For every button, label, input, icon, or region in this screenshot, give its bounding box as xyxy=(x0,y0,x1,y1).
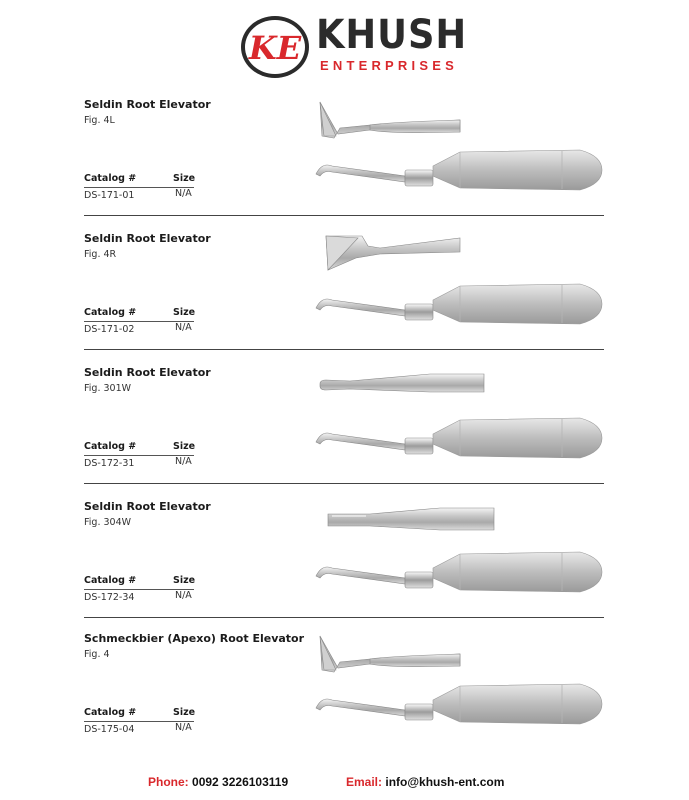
size-header: Size xyxy=(173,307,196,318)
section-divider xyxy=(84,349,604,350)
catalog-number: DS-175-04 xyxy=(84,724,135,735)
email-address[interactable]: info@khush-ent.com xyxy=(385,775,505,789)
size-header: Size xyxy=(173,575,196,586)
elevator-handle-icon xyxy=(310,144,610,194)
product-block xyxy=(0,232,689,366)
elevator-handle-icon xyxy=(310,678,610,728)
section-divider xyxy=(84,617,604,618)
brand-subtitle: ENTERPRISES xyxy=(320,58,458,73)
catalog-header: Catalog # xyxy=(84,173,137,184)
product-fig: Fig. 304W xyxy=(84,517,132,528)
wide-straight-blade-icon xyxy=(310,500,520,542)
narrow-straight-blade-icon xyxy=(310,366,520,408)
size-header: Size xyxy=(173,707,196,718)
size-header: Size xyxy=(173,441,196,452)
phone-line xyxy=(148,775,288,789)
product-fig: Fig. 301W xyxy=(84,383,132,394)
product-title: Schmeckbier (Apexo) Root Elevator xyxy=(84,632,305,645)
elevator-handle-icon xyxy=(310,546,610,596)
elevator-handle-icon xyxy=(310,278,610,328)
catalog-number: DS-171-01 xyxy=(84,190,135,201)
product-title: Seldin Root Elevator xyxy=(84,366,211,379)
catalog-number: DS-171-02 xyxy=(84,324,135,335)
phone-label: Phone: xyxy=(148,775,189,789)
khush-logo-icon xyxy=(239,14,311,80)
angled-left-blade-icon xyxy=(310,632,520,674)
section-divider xyxy=(84,215,604,216)
size-value: N/A xyxy=(175,722,192,733)
catalog-number: DS-172-34 xyxy=(84,592,135,603)
page-footer xyxy=(0,772,689,792)
section-divider xyxy=(84,483,604,484)
brand-name: KHUSH xyxy=(316,12,468,58)
product-title: Seldin Root Elevator xyxy=(84,232,211,245)
catalog-number: DS-172-31 xyxy=(84,458,135,469)
catalog-header: Catalog # xyxy=(84,707,137,718)
email-line xyxy=(346,775,504,789)
elevator-handle-icon xyxy=(310,412,610,462)
size-value: N/A xyxy=(175,188,192,199)
catalog-header: Catalog # xyxy=(84,441,137,452)
size-value: N/A xyxy=(175,590,192,601)
product-block xyxy=(0,632,689,766)
phone-number[interactable]: 0092 3226103119 xyxy=(192,775,289,789)
page-header xyxy=(0,0,689,90)
catalog-header: Catalog # xyxy=(84,307,137,318)
product-fig: Fig. 4R xyxy=(84,249,117,260)
product-title: Seldin Root Elevator xyxy=(84,500,211,513)
product-fig: Fig. 4 xyxy=(84,649,110,660)
size-value: N/A xyxy=(175,322,192,333)
product-block xyxy=(0,366,689,500)
product-block xyxy=(0,500,689,634)
svg-text:KE: KE xyxy=(248,29,302,67)
product-title: Seldin Root Elevator xyxy=(84,98,211,111)
size-header: Size xyxy=(173,173,196,184)
angled-left-blade-icon xyxy=(310,98,520,140)
product-block xyxy=(0,98,689,232)
catalog-header: Catalog # xyxy=(84,575,137,586)
product-fig: Fig. 4L xyxy=(84,115,115,126)
size-value: N/A xyxy=(175,456,192,467)
angled-right-blade-icon xyxy=(310,232,520,274)
email-label: Email: xyxy=(346,775,383,789)
